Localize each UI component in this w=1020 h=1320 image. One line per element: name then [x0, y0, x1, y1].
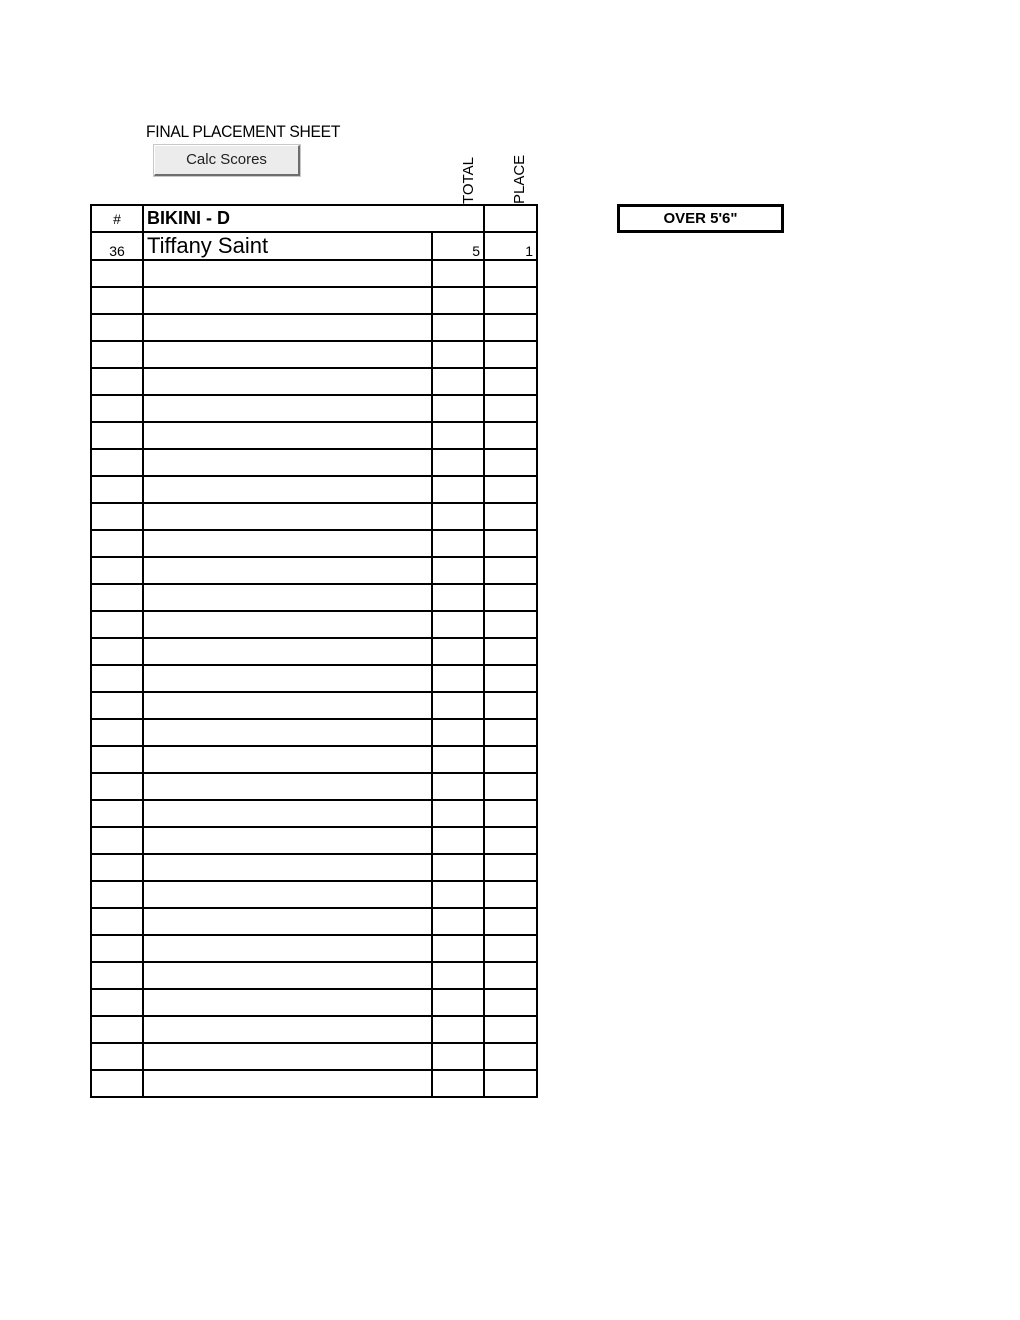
entry-name-cell[interactable]	[143, 422, 432, 449]
table-row	[91, 935, 537, 962]
entry-number-cell[interactable]	[91, 935, 143, 962]
entry-total-cell[interactable]	[432, 989, 484, 1016]
entry-number-cell[interactable]	[91, 395, 143, 422]
entry-place-cell[interactable]	[484, 638, 537, 665]
entry-number-cell[interactable]	[91, 557, 143, 584]
entry-name-cell[interactable]	[143, 449, 432, 476]
entry-place-cell[interactable]	[484, 827, 537, 854]
entry-total-cell[interactable]	[432, 368, 484, 395]
entry-total-cell[interactable]	[432, 395, 484, 422]
header-blank-cell	[432, 205, 484, 232]
division-label: OVER 5'6"	[617, 204, 784, 233]
table-row	[91, 611, 537, 638]
entry-place-cell[interactable]	[484, 314, 537, 341]
entry-place-cell[interactable]	[484, 719, 537, 746]
table-row	[91, 773, 537, 800]
entry-place-cell[interactable]	[484, 881, 537, 908]
entry-number-cell[interactable]	[91, 260, 143, 287]
entry-place-cell[interactable]	[484, 800, 537, 827]
table-row	[91, 692, 537, 719]
entry-number-cell[interactable]	[91, 854, 143, 881]
entry-place-cell[interactable]	[484, 692, 537, 719]
entry-name-cell[interactable]	[143, 1043, 432, 1070]
table-row	[91, 287, 537, 314]
entry-total-cell[interactable]	[432, 719, 484, 746]
entry-number-cell[interactable]	[91, 665, 143, 692]
table-row	[91, 530, 537, 557]
entry-number-cell[interactable]	[91, 908, 143, 935]
entry-place-cell[interactable]	[484, 287, 537, 314]
entry-name-cell[interactable]	[143, 908, 432, 935]
entry-place-cell[interactable]	[484, 260, 537, 287]
total-column-header	[449, 146, 477, 204]
entry-name-cell[interactable]	[143, 665, 432, 692]
table-row	[91, 746, 537, 773]
calc-scores-button[interactable]: Calc Scores	[154, 145, 300, 176]
entry-number-cell[interactable]	[91, 476, 143, 503]
entry-number-cell[interactable]	[91, 800, 143, 827]
entry-total-cell[interactable]	[432, 935, 484, 962]
entry-total-cell[interactable]	[432, 287, 484, 314]
table-row	[91, 503, 537, 530]
entry-total-cell[interactable]	[432, 341, 484, 368]
entry-number-cell[interactable]	[91, 827, 143, 854]
entry-total-cell[interactable]: 5	[432, 232, 484, 260]
entry-name-cell[interactable]	[143, 368, 432, 395]
header-place-cell	[484, 205, 537, 232]
entry-total-cell[interactable]	[432, 962, 484, 989]
entry-number-cell[interactable]	[91, 746, 143, 773]
table-header-row	[91, 205, 537, 232]
entry-name-cell[interactable]	[143, 746, 432, 773]
entry-number-cell[interactable]	[91, 773, 143, 800]
placement-table	[90, 204, 538, 1098]
table-row	[91, 341, 537, 368]
entry-name-cell[interactable]	[143, 530, 432, 557]
entry-total-cell[interactable]	[432, 854, 484, 881]
table-row	[91, 665, 537, 692]
entry-number-cell[interactable]	[91, 638, 143, 665]
table-row	[91, 232, 537, 260]
entry-number-cell[interactable]	[91, 692, 143, 719]
entry-place-cell[interactable]: 1	[484, 232, 537, 260]
entry-total-cell[interactable]	[432, 314, 484, 341]
entry-total-cell[interactable]	[432, 1043, 484, 1070]
table-row	[91, 881, 537, 908]
entry-place-cell[interactable]	[484, 1016, 537, 1043]
entry-place-cell[interactable]	[484, 530, 537, 557]
table-row	[91, 827, 537, 854]
entry-name-cell[interactable]	[143, 503, 432, 530]
entry-name-cell[interactable]	[143, 854, 432, 881]
table-row	[91, 800, 537, 827]
entry-number-cell[interactable]	[91, 422, 143, 449]
entry-total-cell[interactable]	[432, 476, 484, 503]
entry-place-cell[interactable]	[484, 584, 537, 611]
entry-number-cell[interactable]	[91, 1043, 143, 1070]
entry-name-cell[interactable]	[143, 719, 432, 746]
entry-place-cell[interactable]	[484, 341, 537, 368]
entry-place-cell[interactable]	[484, 989, 537, 1016]
entry-place-cell[interactable]	[484, 503, 537, 530]
entry-name-cell[interactable]	[143, 800, 432, 827]
entry-number-cell[interactable]	[91, 341, 143, 368]
entry-name-cell[interactable]	[143, 827, 432, 854]
entry-name-cell[interactable]	[143, 314, 432, 341]
table-row	[91, 1016, 537, 1043]
entry-place-cell[interactable]	[484, 1070, 537, 1097]
table-row	[91, 1043, 537, 1070]
table-row	[91, 557, 537, 584]
table-row	[91, 1070, 537, 1097]
entry-place-cell[interactable]	[484, 449, 537, 476]
entry-total-cell[interactable]	[432, 449, 484, 476]
entry-name-cell[interactable]: Tiffany Saint	[143, 232, 432, 260]
table-row	[91, 584, 537, 611]
entry-number-cell[interactable]	[91, 287, 143, 314]
entry-total-cell[interactable]	[432, 908, 484, 935]
entry-place-cell[interactable]	[484, 962, 537, 989]
entry-place-cell[interactable]	[484, 611, 537, 638]
entry-number-cell[interactable]	[91, 1016, 143, 1043]
entry-total-cell[interactable]	[432, 800, 484, 827]
entry-total-cell[interactable]	[432, 692, 484, 719]
entry-total-cell[interactable]	[432, 773, 484, 800]
total-header-label: TOTAL	[460, 157, 477, 204]
entry-name-cell[interactable]	[143, 638, 432, 665]
entry-place-cell[interactable]	[484, 476, 537, 503]
sheet-title: FINAL PLACEMENT SHEET	[146, 122, 341, 141]
entry-name-cell[interactable]	[143, 476, 432, 503]
table-row	[91, 395, 537, 422]
entry-number-cell[interactable]	[91, 368, 143, 395]
entry-name-cell[interactable]	[143, 962, 432, 989]
entry-name-cell[interactable]	[143, 611, 432, 638]
entry-place-cell[interactable]	[484, 665, 537, 692]
entry-total-cell[interactable]	[432, 638, 484, 665]
entry-place-cell[interactable]	[484, 854, 537, 881]
table-row	[91, 449, 537, 476]
entry-name-cell[interactable]	[143, 1016, 432, 1043]
entry-number-cell[interactable]	[91, 1070, 143, 1097]
entry-total-cell[interactable]	[432, 881, 484, 908]
number-header: #	[91, 205, 143, 232]
entry-total-cell[interactable]	[432, 1070, 484, 1097]
entry-place-cell[interactable]	[484, 557, 537, 584]
entry-total-cell[interactable]	[432, 530, 484, 557]
table-row	[91, 989, 537, 1016]
entry-total-cell[interactable]	[432, 422, 484, 449]
entry-total-cell[interactable]	[432, 557, 484, 584]
entry-number-cell[interactable]	[91, 449, 143, 476]
table-row	[91, 908, 537, 935]
place-column-header	[500, 146, 528, 204]
table-row	[91, 314, 537, 341]
entry-name-cell[interactable]	[143, 773, 432, 800]
entry-place-cell[interactable]	[484, 1043, 537, 1070]
entry-place-cell[interactable]	[484, 746, 537, 773]
place-header-label: PLACE	[511, 154, 528, 204]
entry-name-cell[interactable]	[143, 584, 432, 611]
entry-name-cell[interactable]	[143, 557, 432, 584]
table-row	[91, 260, 537, 287]
entry-number-cell[interactable]	[91, 530, 143, 557]
entry-number-cell[interactable]	[91, 989, 143, 1016]
entry-total-cell[interactable]	[432, 827, 484, 854]
entry-total-cell[interactable]	[432, 503, 484, 530]
class-name-header: BIKINI - D	[143, 205, 432, 232]
entry-name-cell[interactable]	[143, 260, 432, 287]
entry-number-cell[interactable]	[91, 503, 143, 530]
table-row	[91, 962, 537, 989]
entry-place-cell[interactable]	[484, 935, 537, 962]
entry-name-cell[interactable]	[143, 395, 432, 422]
entry-number-cell[interactable]	[91, 962, 143, 989]
table-row	[91, 476, 537, 503]
entry-place-cell[interactable]	[484, 395, 537, 422]
entry-number-cell[interactable]	[91, 584, 143, 611]
entry-place-cell[interactable]	[484, 908, 537, 935]
table-row	[91, 422, 537, 449]
entry-place-cell[interactable]	[484, 422, 537, 449]
table-row	[91, 854, 537, 881]
entry-place-cell[interactable]	[484, 368, 537, 395]
entry-name-cell[interactable]	[143, 935, 432, 962]
entry-name-cell[interactable]	[143, 692, 432, 719]
table-row	[91, 638, 537, 665]
entry-number-cell[interactable]: 36	[91, 232, 143, 260]
table-row	[91, 719, 537, 746]
entry-number-cell[interactable]	[91, 611, 143, 638]
entry-total-cell[interactable]	[432, 584, 484, 611]
entry-name-cell[interactable]	[143, 989, 432, 1016]
entry-total-cell[interactable]	[432, 260, 484, 287]
entry-total-cell[interactable]	[432, 611, 484, 638]
entry-number-cell[interactable]	[91, 881, 143, 908]
entry-total-cell[interactable]	[432, 1016, 484, 1043]
entry-total-cell[interactable]	[432, 746, 484, 773]
entry-name-cell[interactable]	[143, 287, 432, 314]
entry-number-cell[interactable]	[91, 314, 143, 341]
table-row	[91, 368, 537, 395]
entry-place-cell[interactable]	[484, 773, 537, 800]
entry-name-cell[interactable]	[143, 1070, 432, 1097]
entry-number-cell[interactable]	[91, 719, 143, 746]
entry-name-cell[interactable]	[143, 881, 432, 908]
entry-total-cell[interactable]	[432, 665, 484, 692]
entry-name-cell[interactable]	[143, 341, 432, 368]
